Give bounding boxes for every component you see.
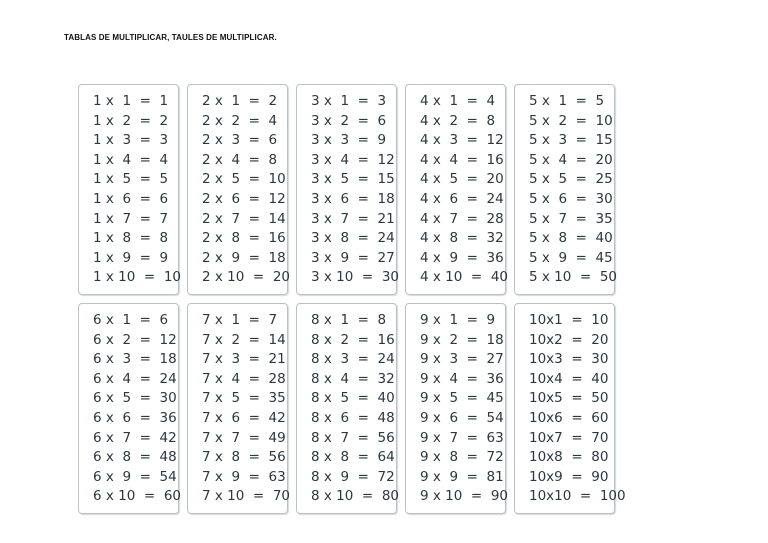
multiplication-equation: 10x8 = 80: [529, 449, 609, 466]
multiplication-equation: 3 x 9 = 27: [311, 249, 395, 266]
multiplication-table-card: [187, 84, 288, 295]
multiplication-equation: 10x7 = 70: [529, 429, 609, 446]
multiplication-equation: 5 x 10 = 50: [529, 269, 617, 286]
multiplication-equation: 8 x 4 = 32: [311, 370, 395, 387]
multiplication-equation: 4 x 1 = 4: [420, 93, 496, 109]
multiplication-equation: 1 x 9 = 9: [93, 249, 169, 266]
multiplication-equation: 4 x 2 = 8: [420, 112, 496, 129]
multiplication-equation: 3 x 4 = 12: [311, 151, 395, 168]
multiplication-equation: 6 x 8 = 48: [93, 449, 177, 466]
multiplication-equation: 1 x 10 = 10: [93, 269, 181, 286]
multiplication-equation: 5 x 9 = 45: [529, 249, 613, 266]
multiplication-equation: 2 x 6 = 12: [202, 190, 286, 207]
multiplication-equation: 3 x 3 = 9: [311, 132, 387, 149]
multiplication-equation: 7 x 7 = 49: [202, 429, 286, 446]
multiplication-equation: 5 x 6 = 30: [529, 190, 613, 207]
multiplication-equation: 8 x 10 = 80: [311, 488, 399, 505]
multiplication-equation: 10x10 = 100: [529, 488, 626, 505]
multiplication-equation: 3 x 2 = 6: [311, 112, 387, 129]
multiplication-table-card: [296, 84, 397, 295]
multiplication-equation: 7 x 3 = 21: [202, 351, 286, 368]
multiplication-equation: 2 x 2 = 4: [202, 112, 278, 129]
multiplication-equation: 7 x 5 = 35: [202, 390, 286, 407]
multiplication-equation: 5 x 5 = 25: [529, 171, 613, 188]
multiplication-equation: 8 x 7 = 56: [311, 429, 395, 446]
multiplication-equation: 1 x 7 = 7: [93, 210, 169, 227]
multiplication-equation: 9 x 3 = 27: [420, 351, 504, 368]
multiplication-equation: 2 x 8 = 16: [202, 230, 286, 247]
multiplication-equation: 3 x 6 = 18: [311, 190, 395, 207]
multiplication-equation: 6 x 1 = 6: [93, 312, 169, 328]
multiplication-equation: 4 x 5 = 20: [420, 171, 504, 188]
multiplication-equation: 1 x 8 = 8: [93, 230, 169, 247]
multiplication-equation: 1 x 4 = 4: [93, 151, 169, 168]
multiplication-equation: 2 x 1 = 2: [202, 93, 278, 109]
multiplication-equation: 6 x 7 = 42: [93, 429, 177, 446]
multiplication-equation: 9 x 10 = 90: [420, 488, 508, 505]
multiplication-equation: 8 x 1 = 8: [311, 312, 387, 328]
multiplication-table-card: [78, 303, 179, 514]
multiplication-equation: 8 x 3 = 24: [311, 351, 395, 368]
multiplication-table-card: [405, 303, 506, 514]
multiplication-equation: 1 x 1 = 1: [93, 93, 169, 109]
multiplication-equation: 4 x 7 = 28: [420, 210, 504, 227]
multiplication-equation: 1 x 6 = 6: [93, 190, 169, 207]
multiplication-equation: 9 x 5 = 45: [420, 390, 504, 407]
multiplication-equation: 9 x 1 = 9: [420, 312, 496, 328]
multiplication-equation: 4 x 6 = 24: [420, 190, 504, 207]
multiplication-equation: 8 x 5 = 40: [311, 390, 395, 407]
multiplication-equation: 6 x 4 = 24: [93, 370, 177, 387]
multiplication-equation: 9 x 7 = 63: [420, 429, 504, 446]
page-title: TABLAS DE MULTIPLICAR, TAULES DE MULTIPLICAR.: [64, 33, 277, 42]
multiplication-equation: 9 x 2 = 18: [420, 331, 504, 348]
multiplication-equation: 6 x 10 = 60: [93, 488, 181, 505]
multiplication-equation: 4 x 8 = 32: [420, 230, 504, 247]
multiplication-equation: 9 x 4 = 36: [420, 370, 504, 387]
multiplication-equation: 6 x 6 = 36: [93, 409, 177, 426]
multiplication-equation: 8 x 2 = 16: [311, 331, 395, 348]
multiplication-equation: 6 x 3 = 18: [93, 351, 177, 368]
multiplication-equation: 3 x 5 = 15: [311, 171, 395, 188]
multiplication-equation: 3 x 10 = 30: [311, 269, 399, 286]
multiplication-equation: 5 x 8 = 40: [529, 230, 613, 247]
multiplication-equation: 8 x 9 = 72: [311, 468, 395, 485]
multiplication-equation: 7 x 1 = 7: [202, 312, 278, 328]
multiplication-equation: 8 x 6 = 48: [311, 409, 395, 426]
multiplication-equation: 2 x 4 = 8: [202, 151, 278, 168]
multiplication-equation: 6 x 9 = 54: [93, 468, 177, 485]
multiplication-equation: 9 x 8 = 72: [420, 449, 504, 466]
multiplication-equation: 5 x 3 = 15: [529, 132, 613, 149]
multiplication-table-card: [296, 303, 397, 514]
multiplication-equation: 8 x 8 = 64: [311, 449, 395, 466]
multiplication-equation: 7 x 9 = 63: [202, 468, 286, 485]
multiplication-table-card: [187, 303, 288, 514]
multiplication-equation: 7 x 10 = 70: [202, 488, 290, 505]
multiplication-equation: 6 x 5 = 30: [93, 390, 177, 407]
multiplication-equation: 2 x 3 = 6: [202, 132, 278, 149]
multiplication-table-card: [78, 84, 179, 295]
multiplication-equation: 5 x 1 = 5: [529, 93, 605, 109]
multiplication-equation: 3 x 7 = 21: [311, 210, 395, 227]
multiplication-equation: 5 x 2 = 10: [529, 112, 613, 129]
multiplication-equation: 4 x 3 = 12: [420, 132, 504, 149]
multiplication-equation: 9 x 9 = 81: [420, 468, 504, 485]
multiplication-equation: 10x9 = 90: [529, 468, 609, 485]
multiplication-table-card: [514, 84, 615, 295]
multiplication-table-card: [405, 84, 506, 295]
multiplication-equation: 2 x 10 = 20: [202, 269, 290, 286]
multiplication-equation: 3 x 1 = 3: [311, 93, 387, 109]
multiplication-equation: 10x4 = 40: [529, 370, 609, 387]
multiplication-equation: 4 x 4 = 16: [420, 151, 504, 168]
multiplication-equation: 9 x 6 = 54: [420, 409, 504, 426]
multiplication-equation: 2 x 5 = 10: [202, 171, 286, 188]
multiplication-equation: 4 x 10 = 40: [420, 269, 508, 286]
multiplication-equation: 5 x 7 = 35: [529, 210, 613, 227]
multiplication-equation: 7 x 6 = 42: [202, 409, 286, 426]
multiplication-equation: 7 x 8 = 56: [202, 449, 286, 466]
multiplication-equation: 4 x 9 = 36: [420, 249, 504, 266]
multiplication-equation: 10x5 = 50: [529, 390, 609, 407]
multiplication-equation: 10x3 = 30: [529, 351, 609, 368]
multiplication-equation: 10x1 = 10: [529, 312, 609, 328]
multiplication-equation: 5 x 4 = 20: [529, 151, 613, 168]
multiplication-equation: 1 x 5 = 5: [93, 171, 169, 188]
tables-grid: [78, 84, 626, 514]
multiplication-table-card: [514, 303, 626, 514]
multiplication-equation: 2 x 7 = 14: [202, 210, 286, 227]
multiplication-equation: 10x6 = 60: [529, 409, 609, 426]
multiplication-equation: 3 x 8 = 24: [311, 230, 395, 247]
multiplication-equation: 1 x 3 = 3: [93, 132, 169, 149]
multiplication-equation: 1 x 2 = 2: [93, 112, 169, 129]
multiplication-equation: 2 x 9 = 18: [202, 249, 286, 266]
multiplication-equation: 10x2 = 20: [529, 331, 609, 348]
multiplication-equation: 7 x 4 = 28: [202, 370, 286, 387]
multiplication-equation: 6 x 2 = 12: [93, 331, 177, 348]
multiplication-equation: 7 x 2 = 14: [202, 331, 286, 348]
